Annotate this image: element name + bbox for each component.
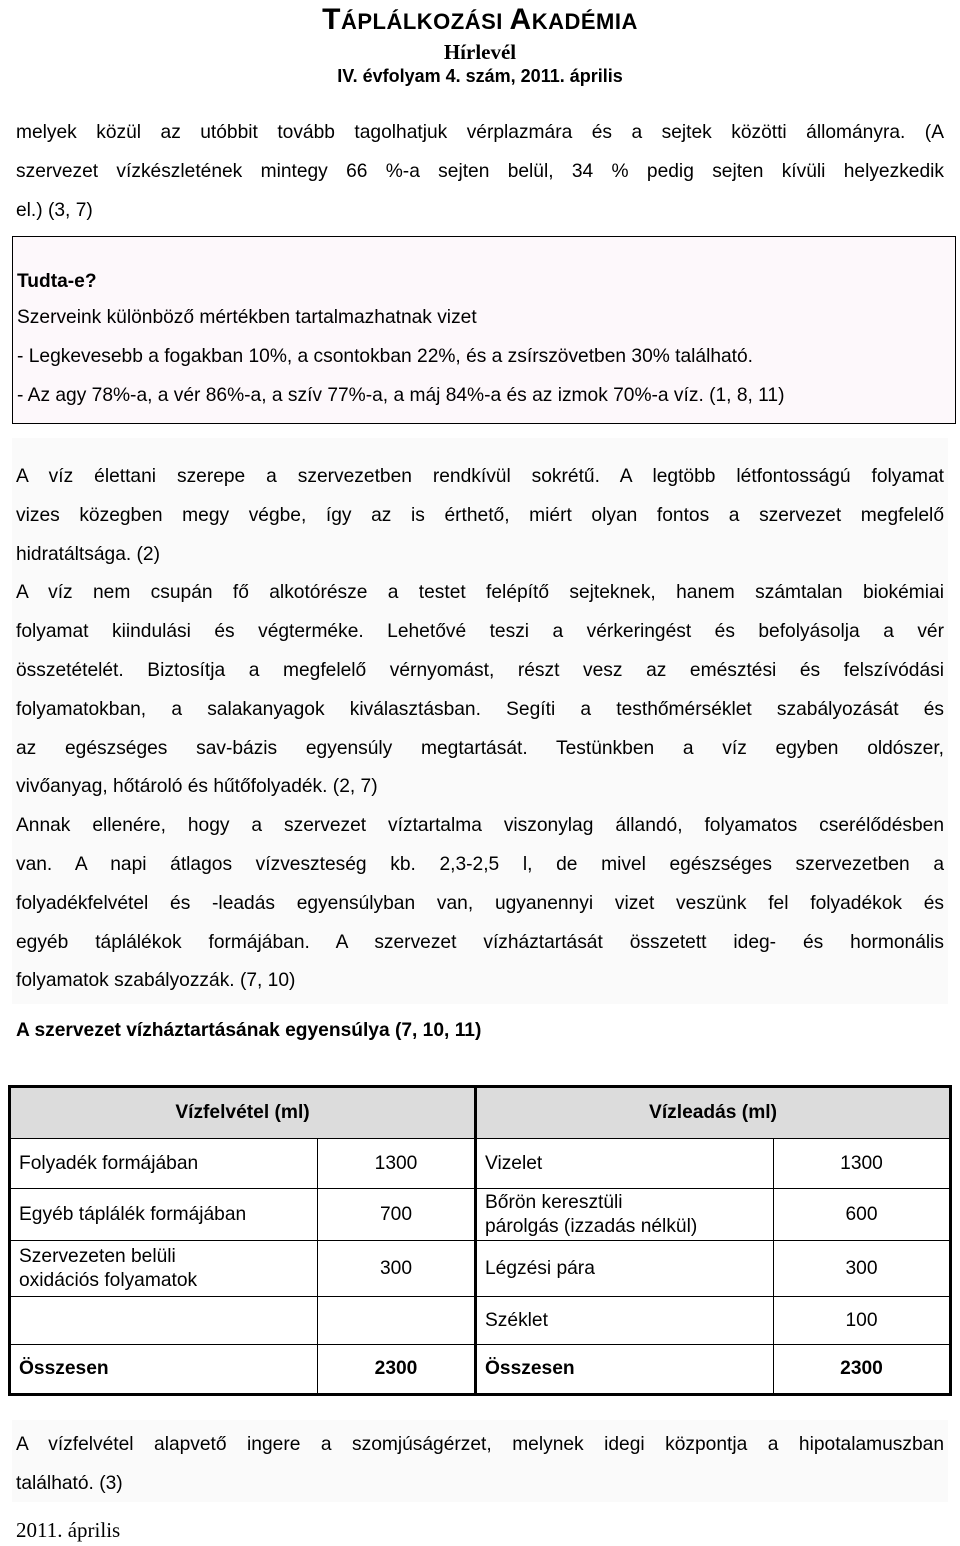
output-header: Vízleadás (ml) [476, 1087, 951, 1139]
table-row: Széklet 100 [10, 1297, 951, 1345]
intake-header: Vízfelvétel (ml) [10, 1087, 476, 1139]
table-total-row: Összesen 2300 Összesen 2300 [10, 1345, 951, 1395]
did-you-know-box [12, 236, 956, 424]
did-you-know-title: Tudta-e? [17, 271, 97, 292]
closing-paragraph: A vízfelvétel alapvető ingere a szomjúságérzet, melynek idegi központja a hipotalamuszban található. (3) [16, 1434, 944, 1494]
table-row: Folyadék formájában 1300 Vizelet 1300 [10, 1139, 951, 1189]
body-text: A víz élettani szerepe a szervezetben rendkívül sokrétű. A legtöbb létfontosságú folyamat vizes közegben megy végbe, így az is érthető, miért olyan fontos a szervezet megfelelő hidratáltsága. (2) A víz nem csupán fő alkotórésze a testet felépítő sejteknek, hanem számtalan biokémiai folyamat kiindulási és végterméke. Lehetővé teszi a vérkeringést és befolyásolja a vér összetételét. Biztosítja a megfelelő vérnyomást, részt vesz az emésztési és felszívódási folyamatokban, a salakanyagok kiválasztásban. Segíti a testhőmérséklet szabályozását és az egészséges sav-bázis egyensúly megtartását. Testünkben a víz egyben oldószer, vivőanyag, hőtároló és hűtőfolyadék. (2, 7) Annak ellenére, hogy a szervezet víztartalma viszonylag állandó, folyamatos cserélődésben van. A napi átlagos vízveszteség kb. 2,3-2,5 l, de mivel egészséges szervezetben a folyadékfelvétel és -leadás egyensúlyban van, ugyanennyi vizet veszünk fel folyadékok és egyéb táplálékok formájában. A szervezet vízháztartását összetett ideg- és hormonális folyamatok szabályozzák. (7, 10) [16, 466, 944, 992]
did-you-know-line: - Az agy 78%-a, a vér 86%-a, a szív 77%-a, a máj 84%-a és az izmok 70%-a víz. (1, 8, 11) [17, 385, 785, 406]
newsletter-header [0, 2, 960, 88]
newsletter-subtitle: Hírlevél [443, 40, 517, 64]
table-row: Egyéb táplálék formájában 700 Bőrön keresztüli párolgás (izzadás nélkül) 600 [10, 1189, 951, 1241]
did-you-know-line: Szerveink különböző mértékben tartalmazhatnak vizet [17, 307, 477, 328]
newsletter-title: TÁPLÁLKOZÁSI AKADÉMIA [322, 3, 638, 36]
table-row: Szervezeten belüli oxidációs folyamatok 300 Légzési pára 300 [10, 1241, 951, 1297]
water-balance-table [8, 1085, 952, 1396]
did-you-know-line: - Legkevesebb a fogakban 10%, a csontokban 22%, és a zsírszövetben 30% található. [17, 346, 754, 367]
section-title: A szervezet vízháztartásának egyensúlya (7, 10, 11) [16, 1020, 482, 1041]
issue-line: IV. évfolyam 4. szám, 2011. április [337, 66, 623, 86]
intro-paragraph: melyek közül az utóbbit tovább tagolhatjuk vérplazmára és a sejtek közötti állományra. (A szervezet vízkészletének mintegy 66 %-a sejten belül, 34 % pedig sejten kívüli helyezkedik el.) (3, 7) [16, 122, 944, 221]
page-footer: 2011. április [16, 1518, 121, 1542]
